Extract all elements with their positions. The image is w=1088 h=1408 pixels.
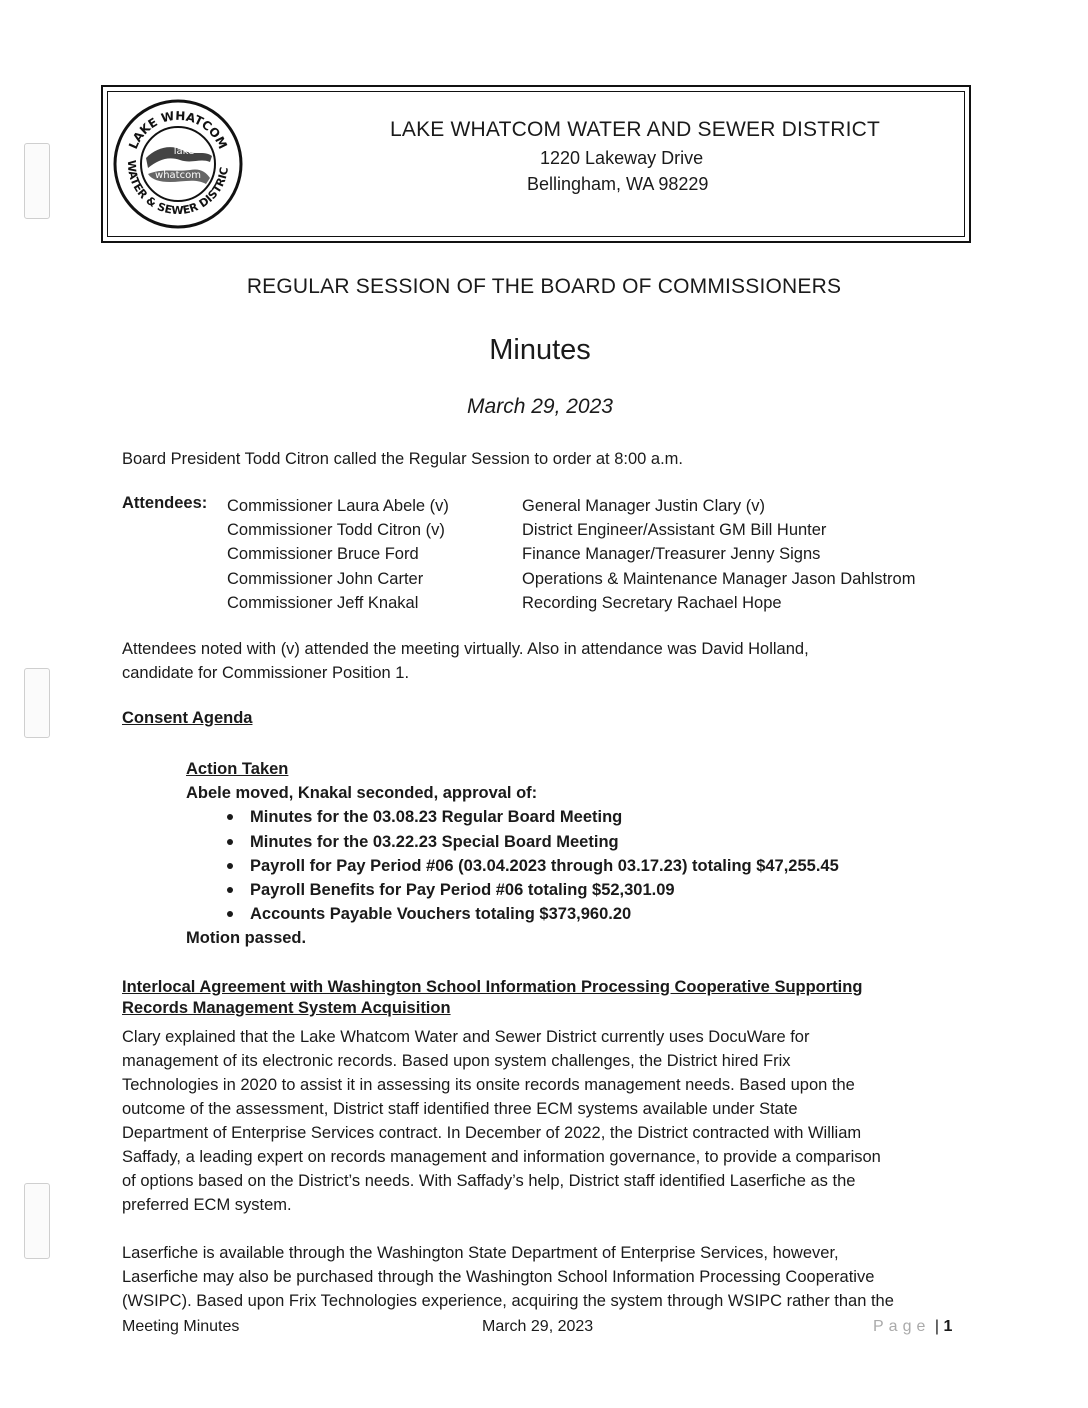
attendee: Finance Manager/Treasurer Jenny Signs: [522, 545, 821, 564]
heading-line: Interlocal Agreement with Washington School Information Processing Cooperative Supporting: [122, 978, 863, 996]
action-taken-heading: Action Taken: [186, 760, 289, 778]
text-line: (WSIPC). Based upon Frix Technologies experience, acquiring the system through WSIPC rather than the: [122, 1292, 894, 1310]
attendees-staff: [522, 494, 915, 615]
interlocal-paragraph-2: [122, 1241, 972, 1313]
text-line: outcome of the assessment, District staff identified three ECM systems available under State: [122, 1100, 798, 1118]
svg-text:lake: lake: [173, 146, 195, 157]
text-line: preferred ECM system.: [122, 1196, 292, 1214]
text-line: Laserfiche may also be purchased through the Washington School Information Processing Cooperative: [122, 1268, 875, 1286]
text-line: Laserfiche is available through the Washington State Department of Enterprise Services, however,: [122, 1244, 839, 1262]
attendee: Commissioner Bruce Ford: [227, 545, 419, 564]
list-item: Minutes for the 03.22.23 Special Board Meeting: [227, 830, 839, 854]
footer-page-number: [873, 1318, 952, 1336]
heading-line: Records Management System Acquisition: [122, 999, 451, 1017]
attendee: Commissioner John Carter: [227, 569, 424, 588]
text-line: Technologies in 2020 to assist it in assessing its onsite records management needs. Based upon the: [122, 1076, 855, 1094]
interlocal-agreement-heading: [122, 977, 922, 1019]
session-title: REGULAR SESSION OF THE BOARD OF COMMISSIONERS: [246, 275, 842, 298]
svg-text:WATER & SEWER DISTRICT: WATER & SEWER DISTRIC: [124, 159, 231, 218]
footer-doc-label: Meeting Minutes: [122, 1318, 240, 1335]
doc-title: Minutes: [489, 334, 591, 366]
binder-tab-bottom: [24, 1183, 50, 1259]
attendee: Commissioner Jeff Knakal: [227, 593, 419, 612]
footer-date: March 29, 2023: [482, 1318, 594, 1335]
text-line: Attendees noted with (v) attended the meeting virtually. Also in attendance was David Holland,: [122, 640, 809, 658]
page-word: Page: [873, 1318, 931, 1335]
attendee: District Engineer/Assistant GM Bill Hunter: [522, 521, 827, 540]
list-item: Accounts Payable Vouchers totaling $373,960.20: [227, 902, 839, 926]
org-name: LAKE WHATCOM WATER AND SEWER DISTRICT: [390, 118, 881, 141]
attendee: Commissioner Todd Citron (v): [227, 521, 445, 540]
attendee: General Manager Justin Clary (v): [522, 497, 766, 515]
doc-date: March 29, 2023: [467, 395, 613, 418]
consent-agenda-heading: Consent Agenda: [122, 709, 253, 727]
text-line: candidate for Commissioner Position 1.: [122, 664, 410, 682]
district-seal-logo: [112, 98, 244, 230]
svg-text:whatcom: whatcom: [155, 170, 201, 181]
org-address-city: Bellingham, WA 98229: [527, 174, 709, 194]
page-number: 1: [943, 1318, 953, 1335]
attendee: Operations & Maintenance Manager Jason Dahlstrom: [522, 569, 916, 588]
text-line: management of its electronic records. Based upon system challenges, the District hired Frix: [122, 1052, 791, 1070]
list-item: Minutes for the 03.08.23 Regular Board Meeting: [227, 805, 839, 829]
interlocal-paragraph-1: [122, 1025, 972, 1217]
attendee: Commissioner Laura Abele (v): [227, 497, 449, 515]
virtual-attendance-note: [122, 637, 962, 685]
org-address-street: 1220 Lakeway Drive: [540, 148, 704, 168]
list-item: Payroll for Pay Period #06 (03.04.2023 through 03.17.23) totaling $47,255.45: [227, 854, 839, 878]
binder-tab-top: [24, 143, 50, 219]
text-line: Clary explained that the Lake Whatcom Water and Sewer District currently uses DocuWare for: [122, 1028, 810, 1046]
attendees-label: Attendees:: [122, 494, 208, 512]
consent-items-list: [186, 805, 839, 926]
call-to-order: Board President Todd Citron called the Regular Session to order at 8:00 a.m.: [122, 450, 684, 468]
binder-tab-middle: [24, 668, 50, 738]
text-line: Department of Enterprise Services contract. In December of 2022, the District contracted with William: [122, 1124, 862, 1142]
svg-text:LAKE WHATCOM: LAKE WHATCOM: [126, 108, 230, 152]
text-line: Saffady, a leading expert on records management and information governance, to provide a comparison: [122, 1148, 881, 1166]
motion-text: Abele moved, Knakal seconded, approval of:: [186, 784, 538, 803]
text-line: of options based on the District’s needs. With Saffady’s help, District staff identified Laserfiche as the: [122, 1172, 856, 1190]
attendees-commissioners: [227, 494, 449, 615]
motion-result: Motion passed.: [186, 929, 307, 948]
attendee: Recording Secretary Rachael Hope: [522, 593, 782, 612]
page-separator: |: [934, 1318, 939, 1335]
list-item: Payroll Benefits for Pay Period #06 totaling $52,301.09: [227, 878, 839, 902]
action-taken-block: [186, 757, 839, 951]
